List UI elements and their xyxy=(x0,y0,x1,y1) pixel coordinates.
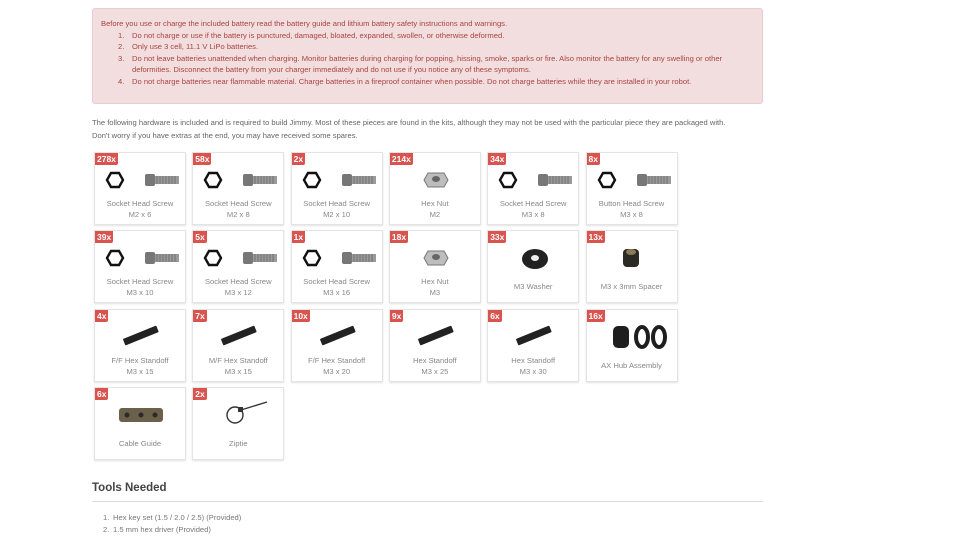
part-size: M3 x 10 xyxy=(126,288,154,298)
part-name: F/F Hex Standoff xyxy=(111,355,169,365)
part-name: M3 Washer xyxy=(513,282,553,292)
warning-item: 3. Do not leave batteries unattended when charging. Monitor batteries during charging for popping, hissing, smoke, sparks or fire. Also monitor the battery for any swelling or other deformities. Disconnect the battery from your charger immediately and do not use if you notice any of these symptoms. xyxy=(118,53,723,75)
part-card xyxy=(94,387,186,460)
quantity-badge: 9x xyxy=(391,310,402,321)
screw-with-washer-icon xyxy=(488,163,580,195)
quantity-badge: 2x xyxy=(293,154,304,164)
part-name: Button Head Screw xyxy=(598,199,665,208)
part-card xyxy=(586,152,678,225)
hub-assembly-icon xyxy=(587,320,679,352)
part-card xyxy=(94,309,186,382)
part-size: M2 x 8 xyxy=(226,210,250,219)
part-size: M3 xyxy=(429,288,441,298)
standoff-icon xyxy=(193,320,285,352)
screw-with-washer-icon xyxy=(292,163,384,195)
quantity-badge: 6x xyxy=(490,310,500,321)
quantity-badge: 6x xyxy=(97,388,107,399)
part-card xyxy=(94,152,186,225)
quantity-badge: 5x xyxy=(195,232,205,243)
part-name: Socket Head Screw xyxy=(303,277,370,287)
part-card xyxy=(291,230,383,303)
screw-with-washer-icon xyxy=(292,241,384,273)
quantity-badge: 7x xyxy=(195,310,205,321)
quantity-badge: 1x xyxy=(293,232,304,243)
screw-with-washer-icon xyxy=(95,163,187,195)
part-size: M2 xyxy=(429,210,441,219)
ziptie-icon xyxy=(193,398,285,430)
tool-item: 2. 1.5 mm hex driver (Provided) xyxy=(103,524,211,534)
part-card xyxy=(389,230,481,303)
part-size: M2 x 6 xyxy=(128,210,152,219)
hex-nut-icon xyxy=(390,241,482,273)
part-size: M3 x 25 xyxy=(421,366,449,376)
part-name: AX Hub Assembly xyxy=(601,360,662,370)
tools-divider xyxy=(92,501,763,502)
quantity-badge: 33x xyxy=(490,232,505,243)
part-size: M3 x 20 xyxy=(323,366,351,376)
part-size: M3 x 16 xyxy=(323,288,351,298)
part-size: M3 x 15 xyxy=(126,366,154,376)
part-card xyxy=(487,230,579,303)
part-card xyxy=(192,309,284,382)
screw-with-washer-icon xyxy=(95,241,187,273)
washer-icon xyxy=(488,241,580,273)
screw-with-washer-icon xyxy=(587,163,679,195)
tools-list xyxy=(103,512,241,535)
quantity-badge: 2x xyxy=(195,388,205,399)
quantity-badge: 34x xyxy=(490,154,505,164)
part-card xyxy=(291,152,383,225)
part-size: M3 x 15 xyxy=(224,366,252,376)
part-name: Ziptie xyxy=(229,438,248,448)
part-name: M3 x 3mm Spacer xyxy=(600,282,663,292)
spacer-icon xyxy=(587,241,679,273)
part-name: Socket Head Screw xyxy=(204,277,272,287)
screw-with-washer-icon xyxy=(193,163,285,195)
warning-lead: Before you use or charge the included battery read the battery guide and lithium battery safety instructions and warnings. xyxy=(101,19,508,28)
part-name: Socket Head Screw xyxy=(204,199,272,208)
quantity-badge: 16x xyxy=(588,310,603,321)
part-size: M3 x 8 xyxy=(620,210,643,219)
screw-with-washer-icon xyxy=(193,241,285,273)
part-card xyxy=(192,387,284,460)
part-size: M3 x 12 xyxy=(224,288,252,298)
part-name: Hex Standoff xyxy=(511,355,556,365)
quantity-badge: 8x xyxy=(588,154,598,164)
quantity-badge: 13x xyxy=(588,232,603,243)
part-card xyxy=(291,309,383,382)
tool-item: 1. Hex key set (1.5 / 2.0 / 2.5) (Provided) xyxy=(103,513,242,522)
part-card xyxy=(487,309,579,382)
hex-nut-icon xyxy=(390,163,482,195)
intro-line-2: Don't worry if you have extras at the end, you may have received some spares. xyxy=(92,130,358,140)
part-card xyxy=(192,230,284,303)
tools-heading: Tools Needed xyxy=(92,482,167,494)
part-name: Socket Head Screw xyxy=(106,199,174,208)
part-card xyxy=(586,230,678,303)
hardware-intro xyxy=(92,117,772,142)
part-name: Hex Nut xyxy=(421,199,449,208)
standoff-icon xyxy=(292,320,384,352)
part-size: M3 x 30 xyxy=(519,366,547,376)
battery-warning-alert xyxy=(92,8,763,104)
quantity-badge: 214x xyxy=(391,154,411,164)
part-name: F/F Hex Standoff xyxy=(307,355,366,365)
quantity-badge: 39x xyxy=(97,232,112,243)
part-name: Cable Guide xyxy=(118,438,162,448)
part-name: Hex Standoff xyxy=(413,355,457,365)
standoff-icon xyxy=(390,320,482,352)
part-card xyxy=(487,152,579,225)
standoff-icon xyxy=(95,320,187,352)
quantity-badge: 278x xyxy=(97,154,116,164)
warning-item: 4. Do not charge batteries near flammable material. Charge batteries in a fireproof container when possible. Do not charge batteries while they are installed in your robot. xyxy=(118,76,692,86)
quantity-badge: 18x xyxy=(391,232,407,243)
part-size: M2 x 10 xyxy=(323,210,351,219)
cable-guide-icon xyxy=(95,398,187,430)
part-name: Socket Head Screw xyxy=(499,199,567,208)
part-card xyxy=(389,309,481,382)
warning-item: 1. Do not charge or use if the battery is punctured, damaged, bloated, expanded, swollen, or otherwise deformed. xyxy=(118,30,505,40)
part-card xyxy=(94,230,186,303)
part-card xyxy=(192,152,284,225)
warning-list xyxy=(101,30,754,88)
part-name: M/F Hex Standoff xyxy=(208,355,268,365)
warning-item: 2. Only use 3 cell, 11.1 V LiPo batteries. xyxy=(118,42,259,52)
intro-line-1: The following hardware is included and is required to build Jimmy. Most of these pieces are found in the kits, although they may not be used with the particular piece they are packaged with. xyxy=(92,118,726,127)
quantity-badge: 10x xyxy=(293,310,308,321)
part-size: M3 x 8 xyxy=(521,210,545,219)
part-card xyxy=(389,152,481,225)
standoff-icon xyxy=(488,320,580,352)
part-name: Hex Nut xyxy=(421,277,449,287)
quantity-badge: 58x xyxy=(195,154,210,164)
part-name: Socket Head Screw xyxy=(303,199,370,208)
part-name: Socket Head Screw xyxy=(106,277,174,287)
part-card xyxy=(586,309,678,382)
quantity-badge: 4x xyxy=(97,310,107,321)
